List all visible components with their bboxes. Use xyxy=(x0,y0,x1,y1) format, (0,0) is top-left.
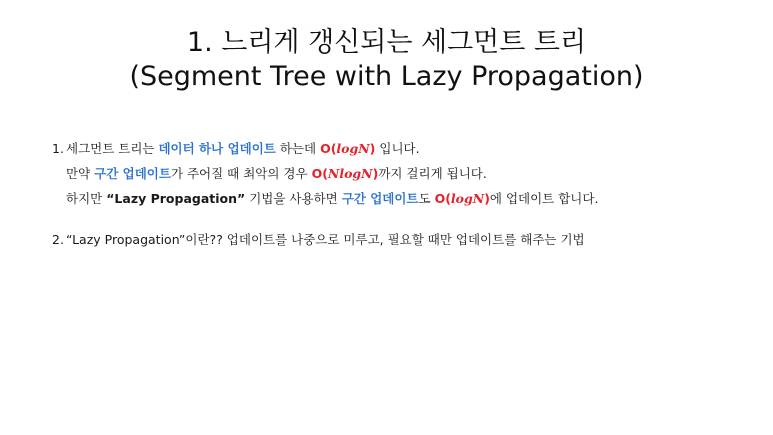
text: 까지 걸리게 됩니다. xyxy=(378,166,487,181)
item1-line2 xyxy=(66,161,752,186)
text: 에 업데이트 합니다. xyxy=(489,191,599,206)
title-line-korean: 1. 느리게 갱신되는 세그먼트 트리 xyxy=(186,27,587,58)
list-item-2 xyxy=(52,227,752,252)
math-expr: NlogN xyxy=(327,166,373,181)
complexity-logn xyxy=(320,141,375,156)
paren: ) xyxy=(484,191,490,206)
item2-line1: “Lazy Propagation”이란?? 업데이트를 나중으로 미루고, 필요할 때만 업데이트를 해주는 기법 xyxy=(66,232,585,247)
complexity-nlogn xyxy=(312,166,379,181)
text: 기법을 사용하면 xyxy=(245,191,342,206)
math-expr: logN xyxy=(450,191,485,206)
slide-title xyxy=(0,26,773,94)
text: 만약 xyxy=(66,166,95,181)
item1-line1 xyxy=(66,136,752,161)
text: 하지만 xyxy=(66,191,107,206)
big-o: O( xyxy=(434,191,451,206)
highlight-range-update: 구간 업데이트 xyxy=(341,191,419,206)
list-item-number: 1. xyxy=(52,141,64,156)
big-o: O( xyxy=(320,141,337,156)
highlight-single-update: 데이터 하나 업데이트 xyxy=(158,141,276,156)
list-item-1 xyxy=(52,136,752,211)
item1-line3 xyxy=(66,186,752,211)
text: 세그먼트 트리는 xyxy=(66,141,159,156)
text: 도 xyxy=(418,191,435,206)
text: 입니다. xyxy=(375,141,420,156)
complexity-logn xyxy=(435,191,490,206)
content-list xyxy=(52,136,752,252)
title-line-english: (Segment Tree with Lazy Propagation) xyxy=(129,61,644,92)
math-expr: logN xyxy=(336,141,370,156)
highlight-range-update: 구간 업데이트 xyxy=(94,166,171,181)
text: 가 주어질 때 최악의 경우 xyxy=(170,166,312,181)
list-item-number: 2. xyxy=(52,232,64,247)
paren: ) xyxy=(369,141,376,156)
paren: ) xyxy=(372,166,379,181)
text: 하는데 xyxy=(275,141,321,156)
lazy-propagation-term: “Lazy Propagation” xyxy=(106,191,246,206)
big-o: O( xyxy=(311,166,328,181)
